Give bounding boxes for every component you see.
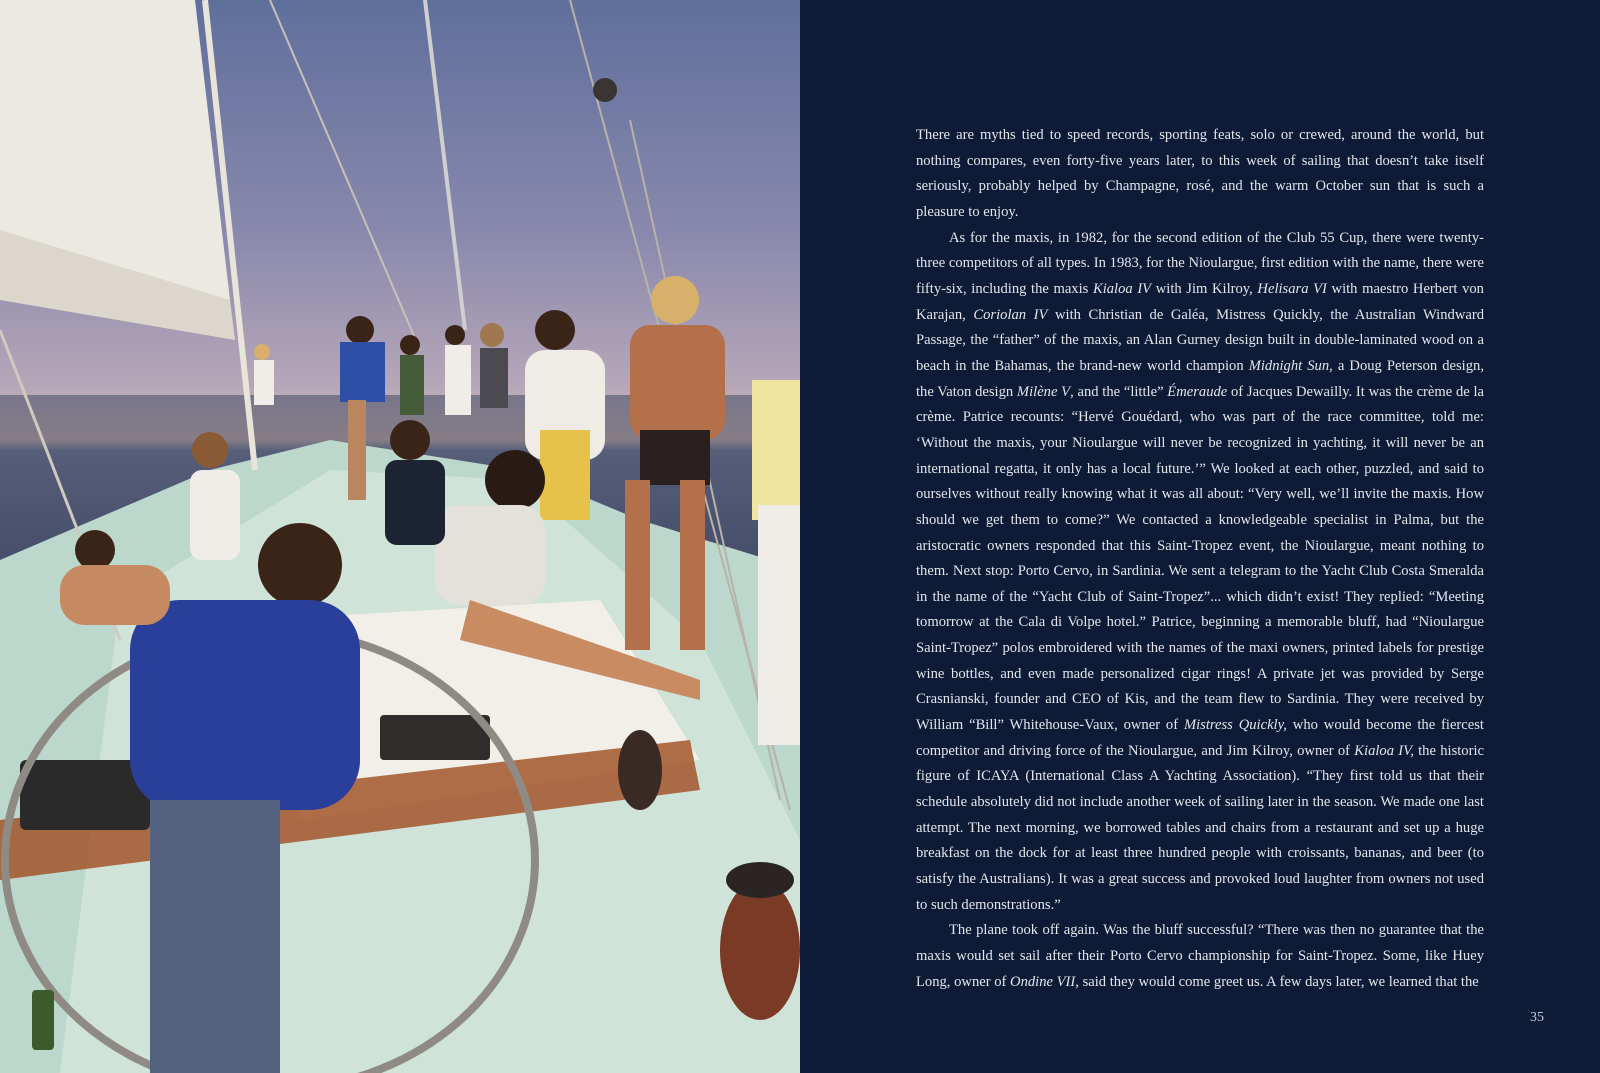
- italic-title: Kialoa IV: [1092, 280, 1152, 297]
- text-run: said they would come greet us. A few days later, we learned that the: [1078, 973, 1479, 990]
- text-run: with Christian de Galéa, Mistress Quickly, the Australian Windward Passage, the “father” of the maxis, an Alan Gurney design built in double-laminated wood on a beach in the Bahamas, the brand-new world champion: [916, 306, 1485, 374]
- paragraph-2: [916, 226, 1484, 919]
- text-run: There are myths tied to speed records, sporting feats, solo or crewed, around the world, but nothing compares, even forty-five years later, to this week of sailing that doesn’t take itself seriously, probably helped by Champagne, rosé, and the warm October sun that is such a pleasure to enjoy.: [916, 127, 1484, 220]
- text-run: with Jim Kilroy,: [1151, 280, 1258, 297]
- text-run: The plane took off again. Was the bluff successful? “There was then no guarantee that the maxis would set sail after their Porto Cervo championship for Saint-Tropez. Some, like Huey Long, owner of: [916, 922, 1484, 990]
- italic-title: Mistress Quickly,: [1183, 717, 1287, 734]
- italic-title: Émeraude: [1167, 383, 1228, 400]
- italic-title: Coriolan IV: [973, 306, 1048, 323]
- text-page: [800, 0, 1600, 1073]
- body-text: [916, 123, 1484, 995]
- text-run: of Jacques Dewailly. It was the crème de la crème. Patrice recounts: “Hervé Gouédard, who was part of the race committee, told me: ‘Without the maxis, your Nioulargue will never be recognized in yachting, it will never be an international regatta, it only has a local future.’” We looked at each other, puzzled, and said to ourselves without really knowing what it was all about: “Very well, we’ll invite the maxis. How should we get them to come?” We contacted a knowledgeable specialist in Palma, but the aristocratic owners responded that this Saint-Tropez event, the Nioulargue, meant nothing to them. Next stop: Porto Cervo, in Sardinia. We sent a telegram to the Yacht Club Costa Smeralda in the name of the “Yacht Club of Saint-Tropez”... which didn’t exist! They replied: “Meeting tomorrow at the Cala di Volpe hotel.” Patrice, beginning a memorable bluff, had “Nioulargue Saint-Tropez” polos embroidered with the names of the maxi owners, printed labels for prestige wine bottles, and even made personalized cigar rings! A private jet was provided by Serge Crasnianski, founder and CEO of Kis, and the team flew to Sardinia. They were received by William “Bill” Whitehouse-Vaux, owner of: [916, 383, 1484, 734]
- text-run: who would become the fiercest competitor and driving force of the Nioulargue, and Jim Kilroy, owner of: [916, 717, 1484, 759]
- text-run: , and the “little”: [1070, 383, 1168, 400]
- page-number: 35: [1530, 1010, 1544, 1025]
- text-run: , a Doug Peterson design, the Vaton design: [916, 357, 1484, 400]
- italic-title: Midnight Sun: [1248, 357, 1330, 374]
- paragraph-1: [916, 123, 1484, 226]
- paragraph-3: [916, 918, 1484, 995]
- italic-title: Ondine VII,: [1010, 973, 1079, 990]
- text-run: with maestro Herbert von Karajan,: [916, 280, 1484, 323]
- text-run: As for the maxis, in 1982, for the second edition of the Club 55 Cup, there were twenty-three competitors of all types. In 1983, for the Nioulargue, first edition with the name, there were fifty-six, including the maxis: [916, 229, 1484, 297]
- italic-title: Helisara VI: [1257, 280, 1327, 297]
- italic-title: Kialoa IV,: [1354, 742, 1414, 759]
- italic-title: Milène V: [1016, 383, 1071, 400]
- text-run: the historic figure of ICAYA (International Class A Yachting Association). “They first told us that their schedule absolutely did not include another week of sailing later in the season. We made one last attempt. The next morning, we borrowed tables and chairs from a restaurant and set up a huge breakfast on the dock for at least three hundred people with croissants, bananas, and beer (to satisfy the Australians). It was a great success and provoked loud laughter from owners not used to such demonstrations.”: [916, 742, 1484, 913]
